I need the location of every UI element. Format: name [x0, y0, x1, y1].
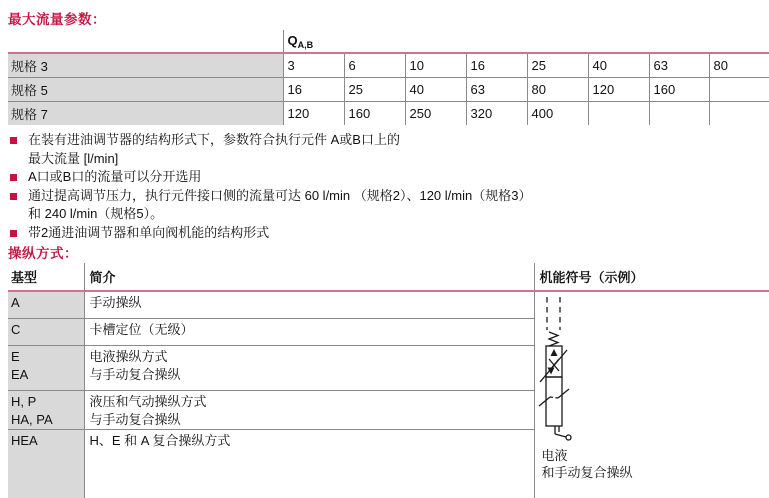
spec-label: 规格 7	[8, 102, 283, 126]
flow-table-corner	[8, 30, 283, 53]
description-line: 与手动复合操纵	[90, 411, 534, 429]
spec-label: 规格 3	[8, 53, 283, 78]
flow-value-cell: 63	[466, 78, 527, 102]
flow-value-cell: 250	[405, 102, 466, 126]
type-code: E	[11, 348, 84, 366]
description-line: 电液操纵方式	[90, 348, 534, 366]
flow-value-cell: 120	[588, 78, 649, 102]
flow-value-cell: 80	[709, 53, 769, 78]
note-line: A口或B口的流量可以分开选用	[28, 168, 201, 187]
description-line: 与手动复合操纵	[90, 366, 534, 384]
flow-value-cell	[588, 102, 649, 126]
flow-value-cell: 40	[588, 53, 649, 78]
type-cell	[8, 346, 84, 391]
flow-value-cell	[709, 78, 769, 102]
note-line: 和 240 l/min（规格5）。	[28, 205, 531, 224]
flow-value-cell	[649, 102, 709, 126]
description-cell	[84, 291, 534, 319]
column-header-base-type: 基型	[8, 263, 84, 291]
type-code: HA, PA	[11, 411, 84, 429]
flow-value-cell: 400	[527, 102, 588, 126]
flow-value-cell: 25	[527, 53, 588, 78]
note-line: 带2通进油调节器和单向阀机能的结构形式	[28, 224, 269, 243]
flow-value-cell: 160	[344, 102, 405, 126]
flow-table-row-size5	[8, 78, 769, 102]
flow-table	[8, 30, 769, 125]
flow-table-row-size7	[8, 102, 769, 126]
bullet-square-icon	[10, 193, 17, 200]
description-line: 手动操纵	[90, 294, 534, 312]
type-code: HEA	[11, 432, 84, 450]
column-header-symbol: 机能符号（示例）	[534, 263, 769, 291]
flow-value-cell: 320	[466, 102, 527, 126]
operation-table	[8, 263, 769, 498]
flow-value-cell: 40	[405, 78, 466, 102]
symbol-caption-line: 和手动复合操纵	[542, 464, 633, 481]
q-subscript: A,B	[298, 40, 314, 50]
symbol-caption	[542, 447, 633, 481]
note-line: 在装有进油调节器的结构形式下，参数符合执行元件 A或B口上的	[28, 131, 400, 150]
note-line: 通过提高调节压力，执行元件接口侧的流量可达 60 l/min （规格2）、120 l/min（规格3）	[28, 187, 531, 206]
symbol-caption-line: 电液	[542, 447, 633, 464]
spec-label: 规格 5	[8, 78, 283, 102]
flow-value-cell: 160	[649, 78, 709, 102]
electro-hydraulic-valve-symbol-icon	[536, 293, 600, 445]
flow-table-header-row	[8, 30, 769, 53]
flow-value-cell: 16	[466, 53, 527, 78]
bullet-square-icon	[10, 137, 17, 144]
flow-value-cell: 6	[344, 53, 405, 78]
description-line: 液压和气动操纵方式	[90, 393, 534, 411]
column-header-description: 简介	[84, 263, 534, 291]
description-cell	[84, 430, 534, 498]
type-cell	[8, 291, 84, 319]
description-line: H、E 和 A 复合操纵方式	[90, 432, 534, 450]
flow-value-cell: 120	[283, 102, 344, 126]
description-cell	[84, 319, 534, 346]
bullet-square-icon	[10, 230, 17, 237]
symbol-cell	[534, 291, 769, 498]
type-code: EA	[11, 366, 84, 384]
hydraulic-symbol	[536, 293, 769, 482]
bullet-square-icon	[10, 174, 17, 181]
description-cell	[84, 346, 534, 391]
flow-header-qab	[283, 30, 769, 53]
type-code: C	[11, 321, 84, 339]
operation-row-A	[8, 291, 769, 319]
note-item	[10, 224, 755, 243]
flow-value-cell: 63	[649, 53, 709, 78]
description-line: 卡槽定位（无级）	[90, 321, 534, 339]
flow-value-cell: 80	[527, 78, 588, 102]
flow-value-cell	[709, 102, 769, 126]
type-code: H, P	[11, 393, 84, 411]
flow-value-cell: 16	[283, 78, 344, 102]
note-item	[10, 187, 755, 224]
note-item	[10, 131, 755, 168]
flow-value-cell: 10	[405, 53, 466, 78]
section-heading-operation-modes: 操纵方式：	[8, 242, 78, 262]
note-line: 最大流量 [l/min]	[28, 150, 400, 169]
type-cell	[8, 391, 84, 430]
section-heading-max-flow: 最大流量参数：	[8, 8, 106, 28]
flow-value-cell: 25	[344, 78, 405, 102]
notes-list	[10, 131, 755, 242]
note-item	[10, 168, 755, 187]
flow-value-cell: 3	[283, 53, 344, 78]
q-symbol: Q	[288, 33, 298, 48]
description-cell	[84, 391, 534, 430]
flow-table-row-size3	[8, 53, 769, 78]
type-code: A	[11, 294, 84, 312]
type-cell	[8, 430, 84, 498]
operation-table-header-row	[8, 263, 769, 291]
type-cell	[8, 319, 84, 346]
